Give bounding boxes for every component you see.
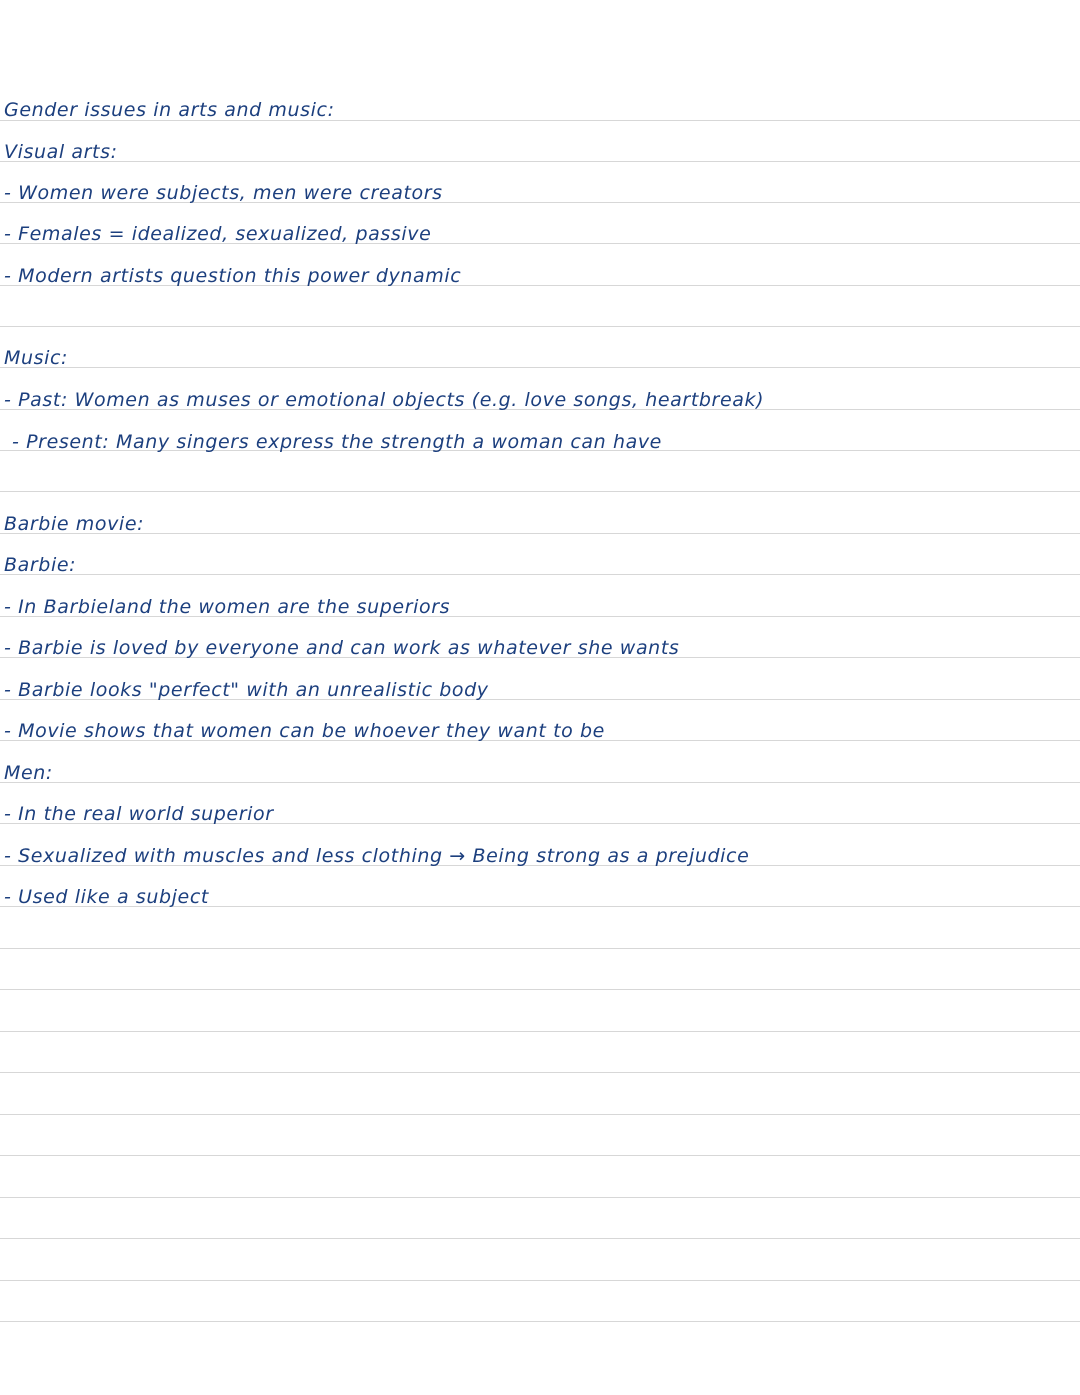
list-item: - Modern artists question this power dynamic xyxy=(4,265,462,287)
ruled-line xyxy=(0,161,1080,162)
ruled-line xyxy=(0,1031,1080,1032)
list-item: - Barbie is loved by everyone and can work as whatever she wants xyxy=(4,637,680,659)
men-subheading-text: Men: xyxy=(4,762,53,784)
ruled-line xyxy=(0,989,1080,990)
ruled-line xyxy=(0,1321,1080,1322)
barbie-movie-heading-text: Barbie movie: xyxy=(4,513,145,535)
ruled-line xyxy=(0,1197,1080,1198)
ruled-line xyxy=(0,574,1080,575)
barbie-movie-heading xyxy=(4,512,144,536)
page-title xyxy=(4,98,335,122)
page-title-text: Gender issues in arts and music: xyxy=(4,99,335,121)
ruled-line xyxy=(0,1114,1080,1115)
ruled-line xyxy=(0,326,1080,327)
list-item: - Movie shows that women can be whoever they want to be xyxy=(4,720,605,742)
ruled-line xyxy=(0,782,1080,783)
ruled-line xyxy=(0,1280,1080,1281)
music-heading-text: Music: xyxy=(4,347,69,369)
list-item: - In the real world superior xyxy=(4,803,274,825)
list-item: - Used like a subject xyxy=(4,886,209,908)
ruled-line xyxy=(0,1155,1080,1156)
men-subheading xyxy=(4,761,53,785)
visual-arts-heading-text: Visual arts: xyxy=(4,141,118,163)
visual-arts-heading xyxy=(4,140,118,164)
ruled-line xyxy=(0,367,1080,368)
list-item: - Present: Many singers express the strength a woman can have xyxy=(12,431,662,453)
list-item: - Sexualized with muscles and less clothing → Being strong as a prejudice xyxy=(4,845,750,867)
barbie-subheading-text: Barbie: xyxy=(4,554,77,576)
list-item: - Females = idealized, sexualized, passive xyxy=(4,223,432,245)
list-item: - Barbie looks "perfect" with an unrealistic body xyxy=(4,679,489,701)
ruled-line xyxy=(0,491,1080,492)
music-heading xyxy=(4,346,68,370)
ruled-line xyxy=(0,533,1080,534)
ruled-line xyxy=(0,948,1080,949)
list-item: - In Barbieland the women are the superiors xyxy=(4,596,451,618)
ruled-line xyxy=(0,1072,1080,1073)
ruled-line xyxy=(0,1238,1080,1239)
barbie-subheading xyxy=(4,553,76,577)
list-item: - Past: Women as muses or emotional objects (e.g. love songs, heartbreak) xyxy=(4,389,765,411)
list-item: - Women were subjects, men were creators xyxy=(4,182,443,204)
